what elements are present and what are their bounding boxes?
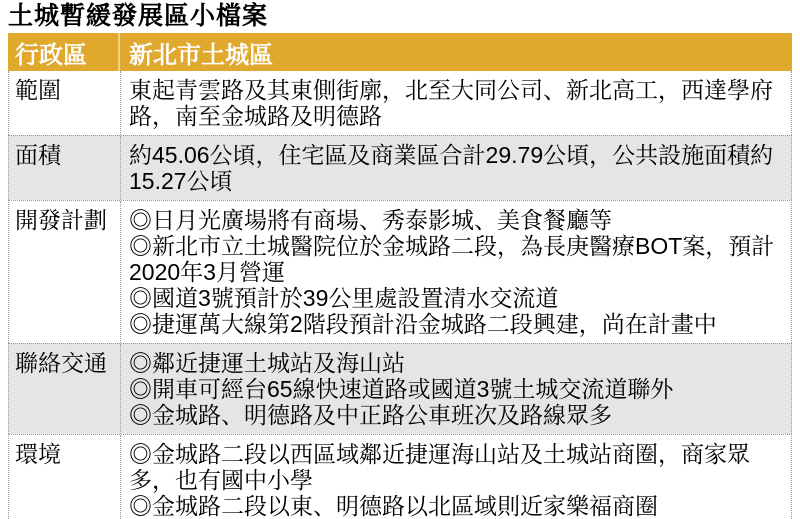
content-line: 東起青雲路及其東側街廓，北至大同公司、新北高工，西達學府路，南至金城路及明德路: [129, 77, 773, 129]
header-region-value: 新北市土城區: [129, 41, 273, 69]
content-line: ◎金城路、明德路及中正路公車班次及路線眾多: [129, 402, 612, 428]
table-row: [8, 71, 792, 135]
table-header-row: [8, 33, 792, 71]
row-label: 開發計劃: [15, 207, 107, 233]
content-line: ◎國道3號預計於39公里處設置清水交流道: [129, 285, 559, 311]
content-line: ◎新北市立土城醫院位於金城路二段，為長庚醫療BOT案，預計2020年3月營運: [129, 233, 775, 285]
table-body: [8, 71, 792, 519]
content-line: ◎日月光廣場將有商場、秀泰影城、美食餐廳等: [129, 207, 612, 233]
content-line: ◎金城路二段以東、明德路以北區域則近家樂福商圈: [129, 493, 658, 519]
content-line: 約45.06公頃，住宅區及商業區合計29.79公頃，公共設施面積約15.27公頃: [129, 142, 774, 194]
profile-table: [8, 33, 792, 519]
row-content: [120, 201, 791, 343]
page-title: 土城暫緩發展區小檔案: [8, 2, 269, 30]
table-row: [8, 200, 792, 343]
row-content: [120, 344, 791, 434]
row-label: 面積: [15, 142, 61, 168]
row-content: [120, 136, 791, 200]
table-row: [8, 434, 792, 519]
row-content: [120, 71, 791, 135]
table-row: [8, 135, 792, 200]
header-region-label: 行政區: [8, 33, 120, 71]
row-label: 環境: [15, 441, 61, 467]
content-line: ◎開車可經台65線快速道路或國道3號土城交流道聯外: [129, 376, 674, 402]
content-line: ◎捷運萬大線第2階段預計沿金城路二段興建，尚在計畫中: [129, 311, 717, 337]
table-row: [8, 343, 792, 434]
content-line: ◎金城路二段以西區域鄰近捷運海山站及土城站商圈，商家眾多，也有國中小學: [129, 441, 750, 493]
content-line: ◎鄰近捷運土城站及海山站: [129, 350, 405, 376]
row-label: 範圍: [15, 77, 61, 103]
row-content: [120, 435, 791, 519]
row-label: 聯絡交通: [15, 350, 107, 376]
